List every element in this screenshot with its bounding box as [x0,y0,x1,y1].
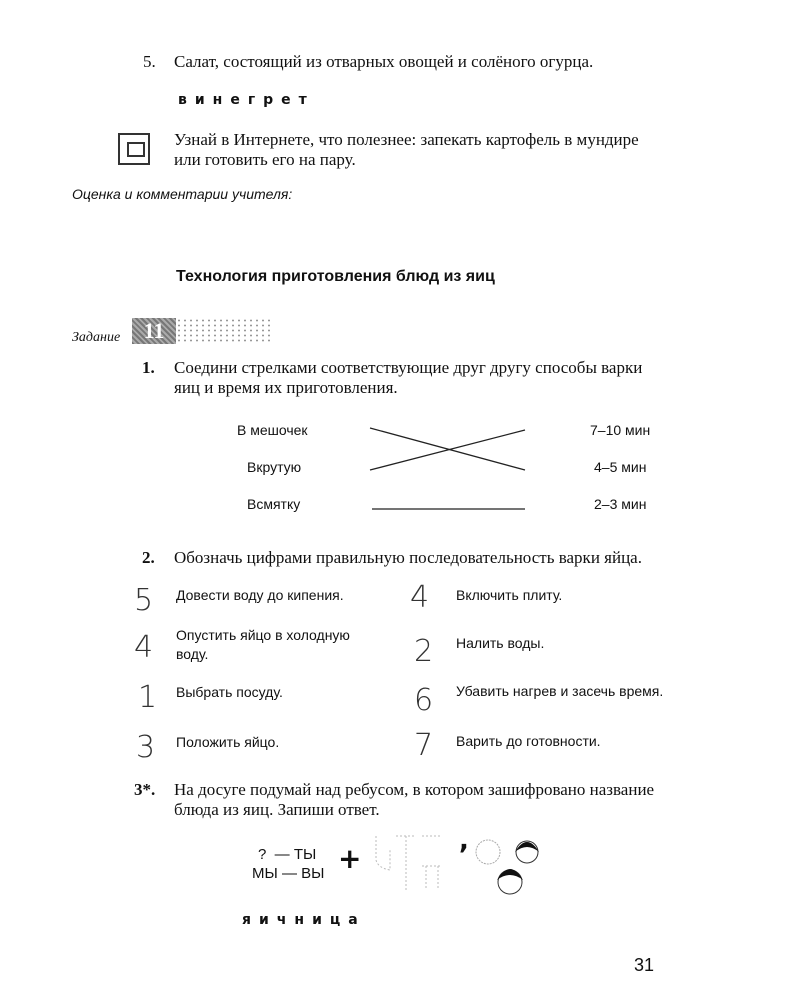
time-right: 2–3 мин [594,496,647,512]
q3-line1: На досуге подумай над ребусом, в котором зашифровано название [174,780,655,799]
answer-vinegret: винегрет [178,92,315,108]
section-title: Технология приготовления блюд из яиц [176,268,495,285]
internet-line1: Узнай в Интернете, что полезнее: запекать картофель в мундире [174,130,639,149]
task-label: Задание [72,330,121,345]
step-text: Положить яйцо. [176,734,280,750]
step-text: Убавить нагрев и засечь время. [456,683,664,699]
step-text: Опустить яйцо в холодную воду. [176,627,350,662]
method-left: Всмятку [247,496,301,512]
task-number-badge: 11 [132,318,176,344]
rebus-dotted-letters [370,830,450,892]
time-right: 7–10 мин [590,422,651,438]
q1-line2: яиц и время их приготовления. [174,378,398,397]
handwritten-digit: 1 [138,680,158,715]
q1-line1: Соедини стрелками соответствующие друг другу способы варки [174,358,643,377]
handwritten-digit: 3 [136,730,156,765]
page-number: 31 [634,955,655,975]
answer-yaichnitsa: яичница [242,912,366,928]
computer-icon [118,133,150,165]
q2-text: Обозначь цифрами правильную последовательность варки яйца. [174,548,642,567]
handwritten-digit: 2 [414,634,434,669]
q2-number: 2. [142,548,155,567]
step-text: Выбрать посуду. [176,684,283,700]
internet-line2: или готовить его на пару. [174,150,356,169]
q3-line2: блюда из яиц. Запиши ответ. [174,800,380,819]
step-text: Включить плиту. [456,587,563,603]
handwritten-digit: 7 [414,728,434,763]
q3-number: 3*. [134,780,156,799]
children-faces-icon [470,830,550,900]
handwritten-digit: 4 [410,580,430,615]
connecting-lines [360,420,540,520]
method-left: В мешочек [237,422,308,438]
handwritten-digit: 6 [414,683,434,718]
teacher-comment-label: Оценка и комментарии учителя: [72,186,293,202]
rebus-plus: + [338,842,362,875]
rebus-comma: , [459,826,469,856]
q1-number: 1. [142,358,155,377]
step-text: Варить до готовности. [456,733,601,749]
decorative-dots [176,318,271,344]
handwritten-digit: 4 [134,630,154,665]
item-text: Салат, состоящий из отварных овощей и солёного огурца. [174,52,594,71]
step-text: Довести воду до кипения. [176,587,344,603]
rebus-line1: ? — ТЫ [258,846,317,863]
method-left: Вкрутую [247,459,302,475]
time-right: 4–5 мин [594,459,647,475]
item-number: 5. [143,52,156,71]
step-text: Налить воды. [456,635,545,651]
handwritten-digit: 5 [134,583,154,618]
rebus-line2: МЫ — ВЫ [252,865,325,882]
